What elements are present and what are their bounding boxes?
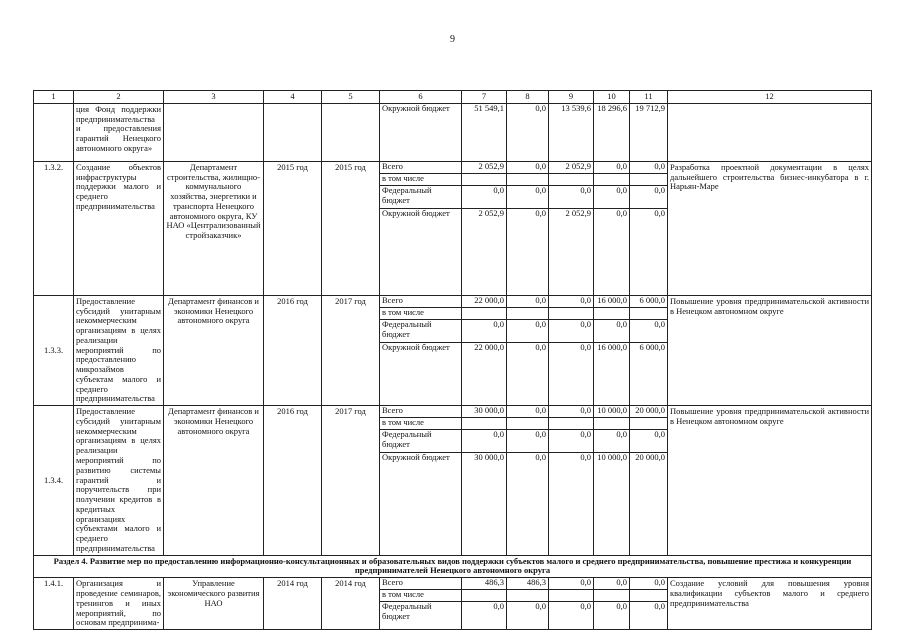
finance-value: 10 000,0 <box>594 406 629 418</box>
finance-value: 2 052,9 <box>549 162 593 174</box>
page-number: 9 <box>450 34 455 45</box>
expected-result: Повышение уровня предпринимательской активности в Ненецком автономном округе <box>668 406 872 555</box>
finance-source-cell <box>380 295 462 405</box>
finance-value: 0,0 <box>549 430 593 453</box>
finance-value: 0,0 <box>580 453 591 463</box>
finance-value: 0,0 <box>549 578 593 590</box>
finance-value <box>462 308 506 320</box>
finance-value: 0,0 <box>630 578 667 590</box>
finance-value: 0,0 <box>594 430 629 453</box>
row-number: 1.3.4. <box>34 406 74 555</box>
finance-value: 19 712,9 <box>635 103 665 113</box>
finance-value: 0,0 <box>549 320 593 343</box>
table-row <box>34 161 872 295</box>
finance-value-cell <box>507 406 549 555</box>
finance-value: 16 000,0 <box>597 342 627 352</box>
finance-value-cell <box>630 406 668 555</box>
finance-value <box>549 590 593 602</box>
expected-result: Разработка проектной документации в целях дальнейшего строительства бизнес-инкубатора в г. Нарьян-Маре <box>668 161 872 295</box>
measure-description: ция Фонд поддержки предпринимательства и предоставления гарантий Ненецкого автономного округа» <box>74 103 164 161</box>
finance-value: 16 000,0 <box>594 296 629 308</box>
finance-value-cell <box>630 103 668 161</box>
finance-value: 20 000,0 <box>630 406 667 418</box>
finance-source-label: в том числе <box>380 308 461 320</box>
expected-result: Создание условий для повышения уровня квалификации субъектов малого и среднего предпринимательства <box>668 578 872 630</box>
finance-value: 0,0 <box>654 208 665 218</box>
table-row <box>34 578 872 630</box>
row-number: 1.4.1. <box>34 578 74 630</box>
finance-value: 51 549,1 <box>474 103 504 113</box>
finance-value: 13 539,6 <box>561 103 591 113</box>
finance-value <box>594 418 629 430</box>
header-col-12: 12 <box>668 91 872 104</box>
finance-value-cell <box>630 161 668 295</box>
finance-value-cell <box>630 295 668 405</box>
finance-value <box>507 174 548 186</box>
finance-value: 0,0 <box>594 320 629 343</box>
finance-value: 2 052,9 <box>478 208 504 218</box>
finance-value <box>507 418 548 430</box>
finance-value-cell <box>594 578 630 630</box>
finance-value: 0,0 <box>616 208 627 218</box>
finance-value <box>630 418 667 430</box>
finance-value <box>507 590 548 602</box>
finance-source-label: Федеральный бюджет <box>380 186 461 209</box>
finance-value <box>549 418 593 430</box>
executor: Департамент строительства, жилищно-коммунального хозяйства, энергетики и транспорта Ненецкого автономного округа, КУ НАО «Централизованный стройзаказчик» <box>164 161 264 295</box>
finance-value: 0,0 <box>549 296 593 308</box>
finance-value <box>507 308 548 320</box>
finance-value: 0,0 <box>630 162 667 174</box>
finance-value: 20 000,0 <box>635 453 665 463</box>
start-year: 2016 год <box>264 406 322 555</box>
finance-source-label: в том числе <box>380 174 461 186</box>
finance-value-cell <box>462 578 507 630</box>
end-year: 2017 год <box>322 295 380 405</box>
finance-value <box>462 174 506 186</box>
finance-value <box>462 418 506 430</box>
executor: Департамент финансов и экономики Ненецкого автономного округа <box>164 295 264 405</box>
finance-value: 22 000,0 <box>474 342 504 352</box>
finance-source-label: Окружной бюджет <box>382 342 450 352</box>
finance-source-label: Всего <box>380 406 461 418</box>
start-year: 2015 год <box>264 161 322 295</box>
finance-value: 30 000,0 <box>474 453 504 463</box>
section-row <box>34 555 872 578</box>
finance-value <box>630 590 667 602</box>
measure-description: Предоставление субсидий унитарным некоммерческим организациям в целях реализации мероприятий по развитию системы гарантий и поручительств при получении кредитов в кредитных организациях субъектами малого и среднего предпринимательства <box>74 406 164 555</box>
start-year <box>264 103 322 161</box>
header-col-3: 3 <box>164 91 264 104</box>
program-table <box>33 90 872 630</box>
finance-value-cell <box>507 103 549 161</box>
finance-value: 0,0 <box>535 208 546 218</box>
finance-source-label: в том числе <box>380 590 461 602</box>
finance-value: 0,0 <box>507 406 548 418</box>
header-col-9: 9 <box>549 91 594 104</box>
row-number: 1.3.2. <box>34 161 74 295</box>
end-year: 2017 год <box>322 406 380 555</box>
finance-value: 486,3 <box>507 578 548 590</box>
finance-value: 2 052,9 <box>565 208 591 218</box>
finance-value-cell <box>462 161 507 295</box>
header-row <box>34 91 872 104</box>
expected-result: Повышение уровня предпринимательской активности в Ненецком автономном округе <box>668 295 872 405</box>
executor: Управление экономического развития НАО <box>164 578 264 630</box>
table-row <box>34 295 872 405</box>
finance-value <box>594 308 629 320</box>
finance-value: 0,0 <box>630 320 667 343</box>
finance-value: 0,0 <box>580 602 591 612</box>
finance-value: 0,0 <box>462 320 506 343</box>
section-title: Раздел 4. Развитие мер по предоставлению информационно-консультационных и образовательных видов поддержки субъектов малого и среднего предпринимательства, повышение престижа и конкуренции предпринимателей Ненецкого автономного округа <box>34 555 872 578</box>
finance-value-cell <box>549 103 594 161</box>
finance-value-cell <box>462 295 507 405</box>
finance-value: 6 000,0 <box>639 342 665 352</box>
measure-description: Предоставление субсидий унитарным некоммерческим организациям в целях реализации мероприятий по предоставлению микрозаймов субъектам малого и среднего предпринимательства <box>74 295 164 405</box>
end-year: 2015 год <box>322 161 380 295</box>
table-row <box>34 406 872 555</box>
finance-value: 0,0 <box>594 186 629 209</box>
finance-value: 0,0 <box>507 320 548 343</box>
end-year: 2014 год <box>322 578 380 630</box>
measure-description: Организация и проведение семинаров, тренингов и иных мероприятий, по основам предпринима- <box>74 578 164 630</box>
finance-value <box>462 590 506 602</box>
finance-value-cell <box>549 161 594 295</box>
finance-value: 0,0 <box>616 602 627 612</box>
finance-value: 0,0 <box>507 430 548 453</box>
finance-value: 0,0 <box>594 162 629 174</box>
finance-value-cell <box>549 578 594 630</box>
finance-value: 10 000,0 <box>597 453 627 463</box>
executor <box>164 103 264 161</box>
finance-value-cell <box>549 406 594 555</box>
finance-value: 0,0 <box>493 602 504 612</box>
finance-source-label: Окружной бюджет <box>382 453 450 463</box>
start-year: 2016 год <box>264 295 322 405</box>
finance-value: 0,0 <box>630 430 667 453</box>
finance-value: 0,0 <box>630 186 667 209</box>
finance-value: 0,0 <box>654 602 665 612</box>
finance-source-label: Всего <box>380 162 461 174</box>
measure-description: Создание объектов инфраструктуры поддержки малого и среднего предпринимательства <box>74 161 164 295</box>
end-year <box>322 103 380 161</box>
finance-value-cell <box>507 295 549 405</box>
finance-source-label: Федеральный бюджет <box>380 430 461 453</box>
finance-value: 0,0 <box>594 578 629 590</box>
finance-source-cell <box>380 161 462 295</box>
finance-value: 18 296,6 <box>597 103 627 113</box>
finance-value <box>594 174 629 186</box>
finance-value <box>549 308 593 320</box>
header-col-4: 4 <box>264 91 322 104</box>
finance-value: 6 000,0 <box>630 296 667 308</box>
header-col-2: 2 <box>74 91 164 104</box>
finance-value: 0,0 <box>462 430 506 453</box>
finance-value: 0,0 <box>507 186 548 209</box>
finance-value-cell <box>507 161 549 295</box>
finance-source-label: Федеральный бюджет <box>380 320 461 343</box>
header-col-7: 7 <box>462 91 507 104</box>
header-col-1: 1 <box>34 91 74 104</box>
finance-value <box>630 174 667 186</box>
finance-value-cell <box>507 578 549 630</box>
finance-value-cell <box>594 295 630 405</box>
header-col-6: 6 <box>380 91 462 104</box>
finance-source-cell <box>380 578 462 630</box>
finance-value: 0,0 <box>535 602 546 612</box>
finance-value: 0,0 <box>580 342 591 352</box>
finance-value: 0,0 <box>535 342 546 352</box>
start-year: 2014 год <box>264 578 322 630</box>
executor: Департамент финансов и экономики Ненецкого автономного округа <box>164 406 264 555</box>
finance-value: 0,0 <box>549 186 593 209</box>
finance-value: 486,3 <box>462 578 506 590</box>
finance-source-label: Всего <box>380 296 461 308</box>
finance-value: 22 000,0 <box>462 296 506 308</box>
finance-value-cell <box>630 578 668 630</box>
finance-value-cell <box>594 406 630 555</box>
table-row <box>34 103 872 161</box>
finance-value-cell <box>462 103 507 161</box>
finance-value: 0,0 <box>549 406 593 418</box>
header-col-10: 10 <box>594 91 630 104</box>
finance-value: 0,0 <box>507 162 548 174</box>
row-number: 1.3.3. <box>34 295 74 405</box>
finance-value-cell <box>594 161 630 295</box>
header-col-11: 11 <box>630 91 668 104</box>
finance-source-cell <box>380 103 462 161</box>
finance-value: 0,0 <box>535 103 546 113</box>
finance-value: 0,0 <box>507 296 548 308</box>
finance-value <box>630 308 667 320</box>
header-col-8: 8 <box>507 91 549 104</box>
expected-result <box>668 103 872 161</box>
finance-value: 0,0 <box>462 186 506 209</box>
finance-source-label: в том числе <box>380 418 461 430</box>
finance-value-cell <box>462 406 507 555</box>
finance-source-label: Федеральный бюджет <box>382 602 432 621</box>
finance-source-label: Окружной бюджет <box>382 103 450 113</box>
finance-value-cell <box>549 295 594 405</box>
finance-value: 2 052,9 <box>462 162 506 174</box>
row-number <box>34 103 74 161</box>
finance-source-cell <box>380 406 462 555</box>
finance-value: 30 000,0 <box>462 406 506 418</box>
header-col-5: 5 <box>322 91 380 104</box>
finance-value-cell <box>594 103 630 161</box>
finance-source-label: Окружной бюджет <box>382 208 450 218</box>
finance-source-label: Всего <box>380 578 461 590</box>
finance-value <box>594 590 629 602</box>
finance-value: 0,0 <box>535 453 546 463</box>
finance-value <box>549 174 593 186</box>
